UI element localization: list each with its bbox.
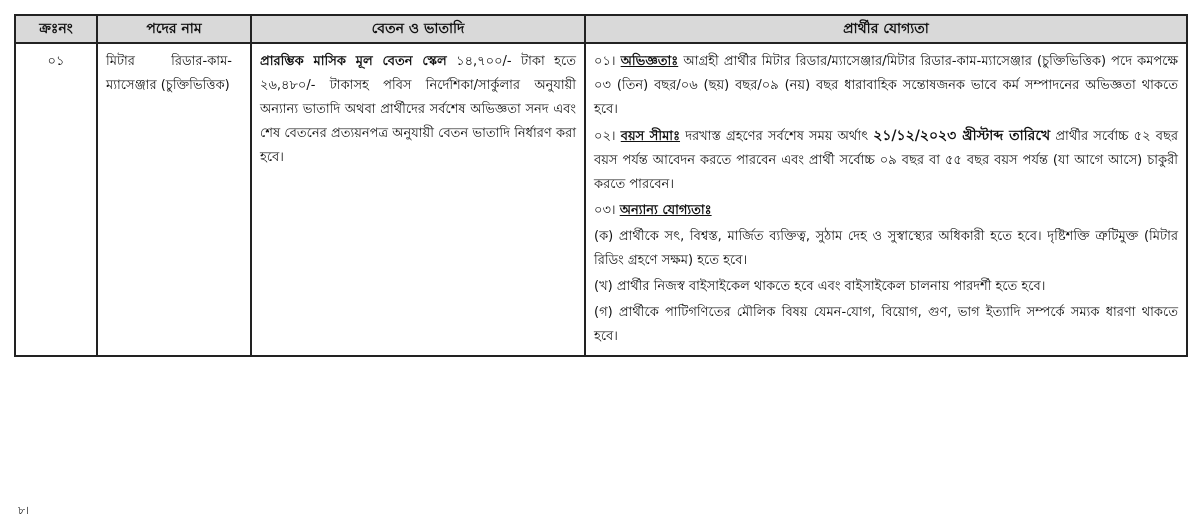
experience-text: আগ্রহী প্রার্থীর মিটার রিডার/ম্যাসেঞ্জার/মিটার রিডার-কাম-ম্যাসেঞ্জার (চুক্তিভিত্তিক) পদে কমপক্ষে ০৩ (তিন) বছর/০৬ (ছয়) বছর/০৯ (নয়) বছর ধারাবাহিক সন্তোষজনক ভাবে কর্ম সম্পাদনের অভিজ্ঞতা থাকতে হবে।: [594, 54, 1179, 117]
table-row: [15, 43, 1187, 356]
salary-lead: প্রারম্ভিক মাসিক মূল বেতন স্কেল: [260, 54, 447, 69]
cell-salary: [251, 43, 585, 356]
experience-title: অভিজ্ঞতাঃ: [620, 54, 679, 69]
salary-body: ১৪,৭০০/- টাকা হতে ২৬,৪৮০/- টাকাসহ পবিস নির্দেশিকা/সার্কুলার অনুযায়ী অন্যান্য ভাতাদি অথবা প্রার্থীদের সর্বশেষ অভিজ্ঞতা সনদ এবং শেষ বেতনের প্রত্যয়নপত্র অনুযায়ী বেতন ভাতাদি নির্ধারণ করা হবে।: [260, 54, 576, 165]
age-text-before: দরখাস্ত গ্রহণের সর্বশেষ সময় অর্থাৎ: [685, 129, 869, 144]
cell-serial: ০১: [15, 43, 97, 356]
qualification-experience: [594, 50, 1178, 122]
header-serial: ক্রঃনং: [15, 15, 97, 43]
experience-number: ০১।: [594, 54, 616, 69]
age-number: ০২।: [594, 129, 616, 144]
other-item-kha: (খ) প্রার্থীর নিজস্ব বাইসাইকেল থাকতে হবে এবং বাইসাইকেল চালনায় পারদর্শী হতে হবে।: [594, 279, 1046, 294]
age-title: বয়স সীমাঃ: [620, 129, 681, 144]
header-qualification: প্রার্থীর যোগ্যতা: [585, 15, 1187, 43]
recruitment-table: [14, 14, 1188, 357]
other-number: ০৩।: [594, 203, 616, 218]
other-title: অন্যান্য যোগ্যতাঃ: [619, 203, 712, 218]
cell-post-name: মিটার রিডার-কাম-ম্যাসেঞ্জার (চুক্তিভিত্তিক): [97, 43, 251, 356]
qualification-age: [594, 124, 1178, 197]
qualification-other: [594, 199, 1178, 223]
header-post-name: পদের নাম: [97, 15, 251, 43]
other-item-ga: (গ) প্রার্থীকে পাটিগণিতের মৌলিক বিষয় যেমন-যোগ, বিয়োগ, গুণ, ভাগ ইত্যাদি সম্পর্কে সম্যক ধারণা থাকতে হবে।: [594, 305, 1178, 344]
cell-qualification: [585, 43, 1187, 356]
header-salary: বেতন ও ভাতাদি: [251, 15, 585, 43]
age-deadline-date: ২১/১২/২০২৩ খ্রীস্টাব্দ তারিখে: [873, 128, 1051, 144]
age-text-after: প্রার্থীর সর্বোচ্চ ৫২ বছর বয়স পর্যন্ত আবেদন করতে পারবেন এবং প্রার্থী সর্বোচ্চ ০৯ বছর বা ৫৫ বছর বয়স পর্যন্ত (যা আগে আসে) চাকুরী করতে পারবেন।: [594, 129, 1179, 192]
other-item-ka: (ক) প্রার্থীকে সৎ, বিশ্বস্ত, মার্জিত ব্যক্তিত্ব, সুঠাম দেহ ও সুস্বাস্থ্যের অধিকারী হতে হবে। দৃষ্টিশক্তি ত্রুটিমুক্ত (মিটার রিডিং গ্রহণে সক্ষম) হতে হবে।: [594, 229, 1178, 268]
recruitment-table-wrapper: [14, 14, 1186, 357]
next-section-fragment: ৮।: [18, 504, 30, 517]
table-header-row: [15, 15, 1187, 43]
